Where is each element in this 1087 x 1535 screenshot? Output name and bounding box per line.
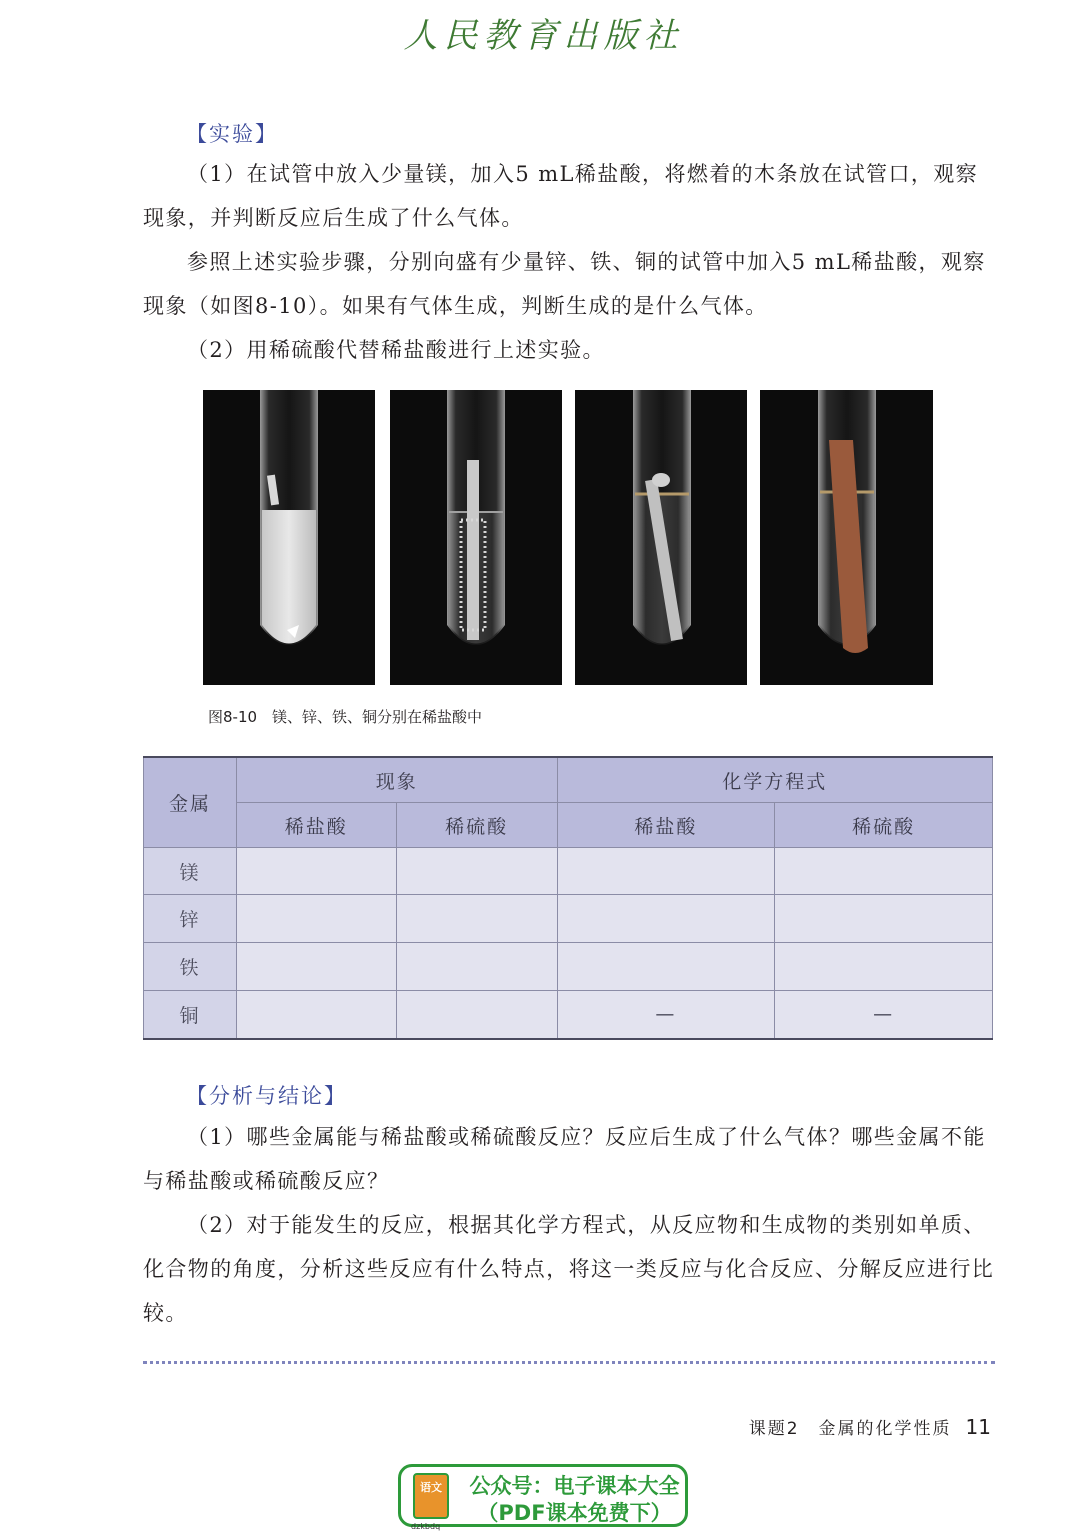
header-equation-hcl: 稀盐酸 [557,803,775,848]
wechat-badge[interactable] [398,1464,688,1531]
experiment-paragraph-2: 参照上述实验步骤，分别向盛有少量锌、铁、铜的试管中加入5 mL稀盐酸，观察现象（如图8-10）。如果有气体生成，判断生成的是什么气体。 [143,250,986,318]
badge-line-2: （PDF课本免费下） [477,1501,672,1525]
table-cell: — [775,991,993,1039]
row-metal: 铁 [144,943,237,991]
page-footer [749,1414,991,1439]
figure-caption: 图8-10 镁、锌、铁、铜分别在稀盐酸中 [208,708,483,726]
header-phenomenon: 现象 [236,757,557,803]
table-row [144,895,993,943]
table-cell [557,895,775,943]
experiment-result-table [143,756,993,1040]
experiment-paragraph-3: （2）用稀硫酸代替稀盐酸进行上述实验。 [187,338,605,362]
badge-line-1: 公众号：电子课本大全 [469,1474,680,1498]
table-cell [396,848,557,895]
publisher-logo: 人民教育出版社 [403,16,684,56]
table-cell [236,991,396,1039]
page-number: 11 [965,1415,991,1439]
analysis-heading: 【分析与结论】 [186,1084,347,1108]
copper-tube-photo [760,390,933,685]
iron-tube-photo [575,390,747,685]
table-row [144,991,993,1039]
header-phenomenon-h2so4: 稀硫酸 [396,803,557,848]
table-cell: — [557,991,775,1039]
table-row [144,943,993,991]
test-tube-photos [203,390,933,685]
zinc-tube-photo [390,390,562,685]
table-cell [396,895,557,943]
header-metal: 金属 [144,757,237,848]
header-equation: 化学方程式 [557,757,993,803]
table-cell [236,943,396,991]
book-icon: 语文 dzkbdq [413,1473,449,1519]
analysis-paragraph-2: （2）对于能发生的反应，根据其化学方程式，从反应物和生成物的类别如单质、化合物的角度，分析这些反应有什么特点，将这一类反应与化合反应、分解反应进行比较。 [143,1213,995,1325]
table-cell [557,848,775,895]
magnesium-tube-photo [203,390,375,685]
section-divider [143,1361,995,1364]
table-cell [775,943,993,991]
footer-section-title: 课题2 金属的化学性质 [748,1419,952,1439]
table-cell [396,943,557,991]
row-metal: 镁 [144,848,237,895]
table-cell [396,991,557,1039]
table-cell [775,848,993,895]
table-cell [236,848,396,895]
table-row [144,848,993,895]
row-metal: 锌 [144,895,237,943]
table-cell [775,895,993,943]
analysis-paragraph-1: （1）哪些金属能与稀盐酸或稀硫酸反应？反应后生成了什么气体？哪些金属不能与稀盐酸或稀硫酸反应？ [143,1125,986,1193]
experiment-heading: 【实验】 [186,122,278,146]
experiment-paragraph-1: （1）在试管中放入少量镁，加入5 mL稀盐酸，将燃着的木条放在试管口，观察现象，并判断反应后生成了什么气体。 [143,162,979,230]
row-metal: 铜 [144,991,237,1039]
header-phenomenon-hcl: 稀盐酸 [236,803,396,848]
table-cell [557,943,775,991]
test-tube-figure [203,390,933,685]
table-cell [236,895,396,943]
header-equation-h2so4: 稀硫酸 [775,803,993,848]
